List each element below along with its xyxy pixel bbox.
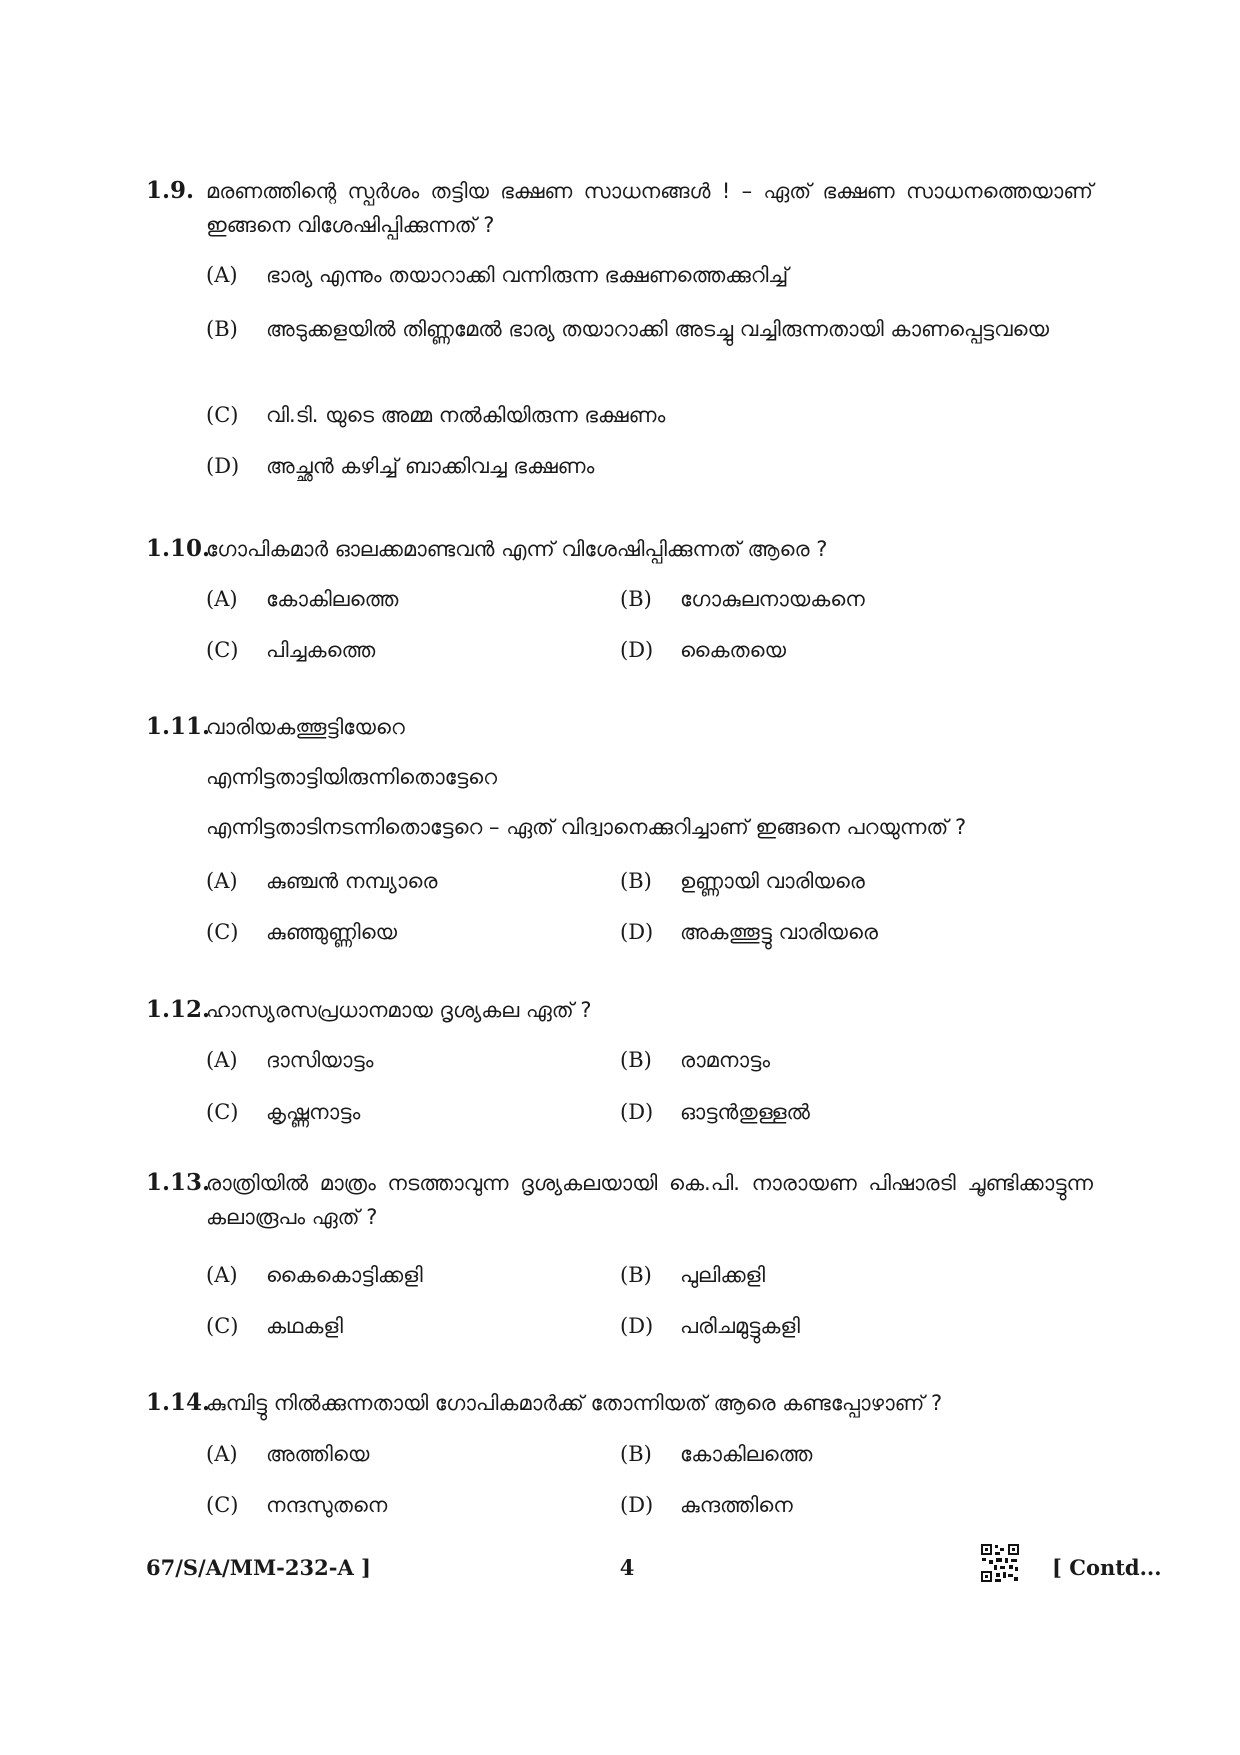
option-d (620, 1488, 793, 1522)
verse-line: എന്നിട്ടതാടിനടന്നിതൊട്ടേറെ – ഏത് വിദ്വാനെക്കുറിച്ചാണ് ഇങ്ങനെ പറയുന്നത് ? (206, 815, 967, 839)
option-letter: (C) (206, 1493, 239, 1517)
option-letter: (B) (620, 1442, 652, 1466)
option-letter: (D) (620, 1493, 654, 1517)
option-letter: (C) (206, 1100, 239, 1124)
option-a (206, 258, 1093, 292)
option-text: കുന്ദത്തിനെ (680, 1493, 793, 1517)
option-letter: (C) (206, 638, 239, 662)
option-c (206, 915, 397, 949)
question-text: ഹാസ്യരസപ്രധാനമായ ദൃശ്യകല ഏത് ? (206, 998, 592, 1022)
option-c (206, 1488, 387, 1522)
option-text: അടുക്കളയിൽ തിണ്ണമേൽ ഭാര്യ തയാറാക്കി അടച്ചു വച്ചിരുന്നതായി കാണപ്പെട്ടവയെ (266, 317, 1050, 341)
option-text: വി.ടി. യുടെ അമ്മ നൽകിയിരുന്ന ഭക്ഷണം (266, 403, 666, 427)
option-text: കുഞ്ചൻ നമ്പ്യാരെ (266, 869, 438, 893)
option-b (620, 1043, 770, 1077)
option-a (206, 1258, 423, 1292)
option-letter: (D) (620, 638, 654, 662)
question-text: വാരിയകത്തൂട്ടിയേറെ (206, 715, 405, 739)
option-d (206, 449, 1093, 483)
question-number: 1.11. (146, 713, 211, 740)
option-d (620, 1095, 810, 1129)
option-text: ഉണ്ണായി വാരിയരെ (680, 869, 865, 893)
option-letter: (A) (206, 1442, 238, 1466)
option-text: ഗോകുലനായകനെ (680, 587, 865, 611)
question-number: 1.14. (146, 1389, 211, 1416)
option-b (620, 1437, 812, 1471)
option-d (620, 633, 786, 667)
question-text: രാത്രിയിൽ മാത്രം നടത്താവുന്ന ദൃശ്യകലയായി കെ.പി. നാരായണ പിഷാരടി ചൂണ്ടിക്കാട്ടുന്ന കലാരൂപം ഏത് ? (206, 1171, 1093, 1229)
option-letter: (C) (206, 403, 239, 427)
option-text: പിച്ചകത്തെ (266, 638, 376, 662)
option-text: അകത്തൂട്ടു വാരിയരെ (680, 920, 878, 944)
question-number: 1.9. (146, 177, 195, 204)
option-letter: (D) (206, 454, 240, 478)
option-text: നന്ദസുതനെ (266, 1493, 388, 1517)
option-b (620, 582, 865, 616)
option-a (206, 1043, 373, 1077)
option-text: അച്ഛൻ കഴിച്ച് ബാക്കിവച്ച ഭക്ഷണം (266, 454, 595, 478)
continued-label: [ Contd... (1052, 1555, 1162, 1580)
option-text: അത്തിയെ (266, 1442, 370, 1466)
option-letter: (B) (620, 1263, 652, 1287)
option-letter: (B) (620, 587, 652, 611)
option-letter: (D) (620, 920, 654, 944)
option-c (206, 1095, 360, 1129)
option-c (206, 398, 1093, 432)
option-d (620, 1309, 800, 1343)
question-number: 1.13. (146, 1169, 211, 1196)
question-text: ഗോപികമാർ ഓലക്കമാണ്ടവൻ എന്ന് വിശേഷിപ്പിക്കുന്നത് ആരെ ? (206, 537, 828, 561)
option-text: ദാസിയാട്ടം (266, 1048, 374, 1072)
option-text: കുഞ്ഞുണ്ണിയെ (266, 920, 398, 944)
option-letter: (A) (206, 587, 238, 611)
question-text: കുമ്പിട്ടു നിൽക്കുന്നതായി ഗോപികമാർക്ക് തോന്നിയത് ആരെ കണ്ടപ്പോഴാണ് ? (206, 1391, 943, 1415)
option-text: കൃഷ്ണനാട്ടം (266, 1100, 361, 1124)
option-b (206, 312, 1093, 346)
option-c (206, 633, 375, 667)
option-a (206, 1437, 369, 1471)
qr-code-icon (980, 1543, 1020, 1583)
option-letter: (A) (206, 1263, 238, 1287)
option-text: പരിചമുട്ടുകളി (680, 1314, 800, 1338)
option-letter: (B) (620, 869, 652, 893)
option-letter: (C) (206, 920, 239, 944)
paper-code: 67/S/A/MM-232-A ] (146, 1555, 371, 1580)
option-text: പുലിക്കളി (680, 1263, 766, 1287)
option-c (206, 1309, 343, 1343)
verse-line: എന്നിട്ടതാട്ടിയിരുന്നിതൊട്ടേറെ (206, 765, 498, 789)
option-text: ഭാര്യ എന്നും തയാറാക്കി വന്നിരുന്ന ഭക്ഷണത്തെക്കുറിച്ച് (266, 263, 789, 287)
option-text: കോകിലത്തെ (266, 587, 399, 611)
option-letter: (D) (620, 1314, 654, 1338)
option-letter: (C) (206, 1314, 239, 1338)
question-number: 1.12. (146, 996, 211, 1023)
question-number: 1.10. (146, 535, 211, 562)
page-number: 4 (619, 1555, 635, 1580)
option-a (206, 582, 398, 616)
option-letter: (A) (206, 869, 238, 893)
option-text: കഥകളി (266, 1314, 343, 1338)
option-text: രാമനാട്ടം (680, 1048, 771, 1072)
option-text: കോകിലത്തെ (680, 1442, 813, 1466)
question-text: മരണത്തിന്റെ സ്പർശം തട്ടിയ ഭക്ഷണ സാധനങ്ങൾ ! – ഏത് ഭക്ഷണ സാധനത്തെയാണ് ഇങ്ങനെ വിശേഷിപ്പിക്കുന്നത് ? (206, 179, 1093, 237)
option-letter: (D) (620, 1100, 654, 1124)
option-b (620, 864, 865, 898)
option-letter: (B) (620, 1048, 652, 1072)
option-text: കൈകൊട്ടിക്കളി (266, 1263, 423, 1287)
option-letter: (A) (206, 263, 238, 287)
option-b (620, 1258, 765, 1292)
option-d (620, 915, 878, 949)
option-letter: (A) (206, 1048, 238, 1072)
option-text: ഓട്ടൻതുള്ളൽ (680, 1100, 810, 1124)
option-letter: (B) (206, 317, 238, 341)
option-a (206, 864, 437, 898)
option-text: കൈതയെ (680, 638, 787, 662)
